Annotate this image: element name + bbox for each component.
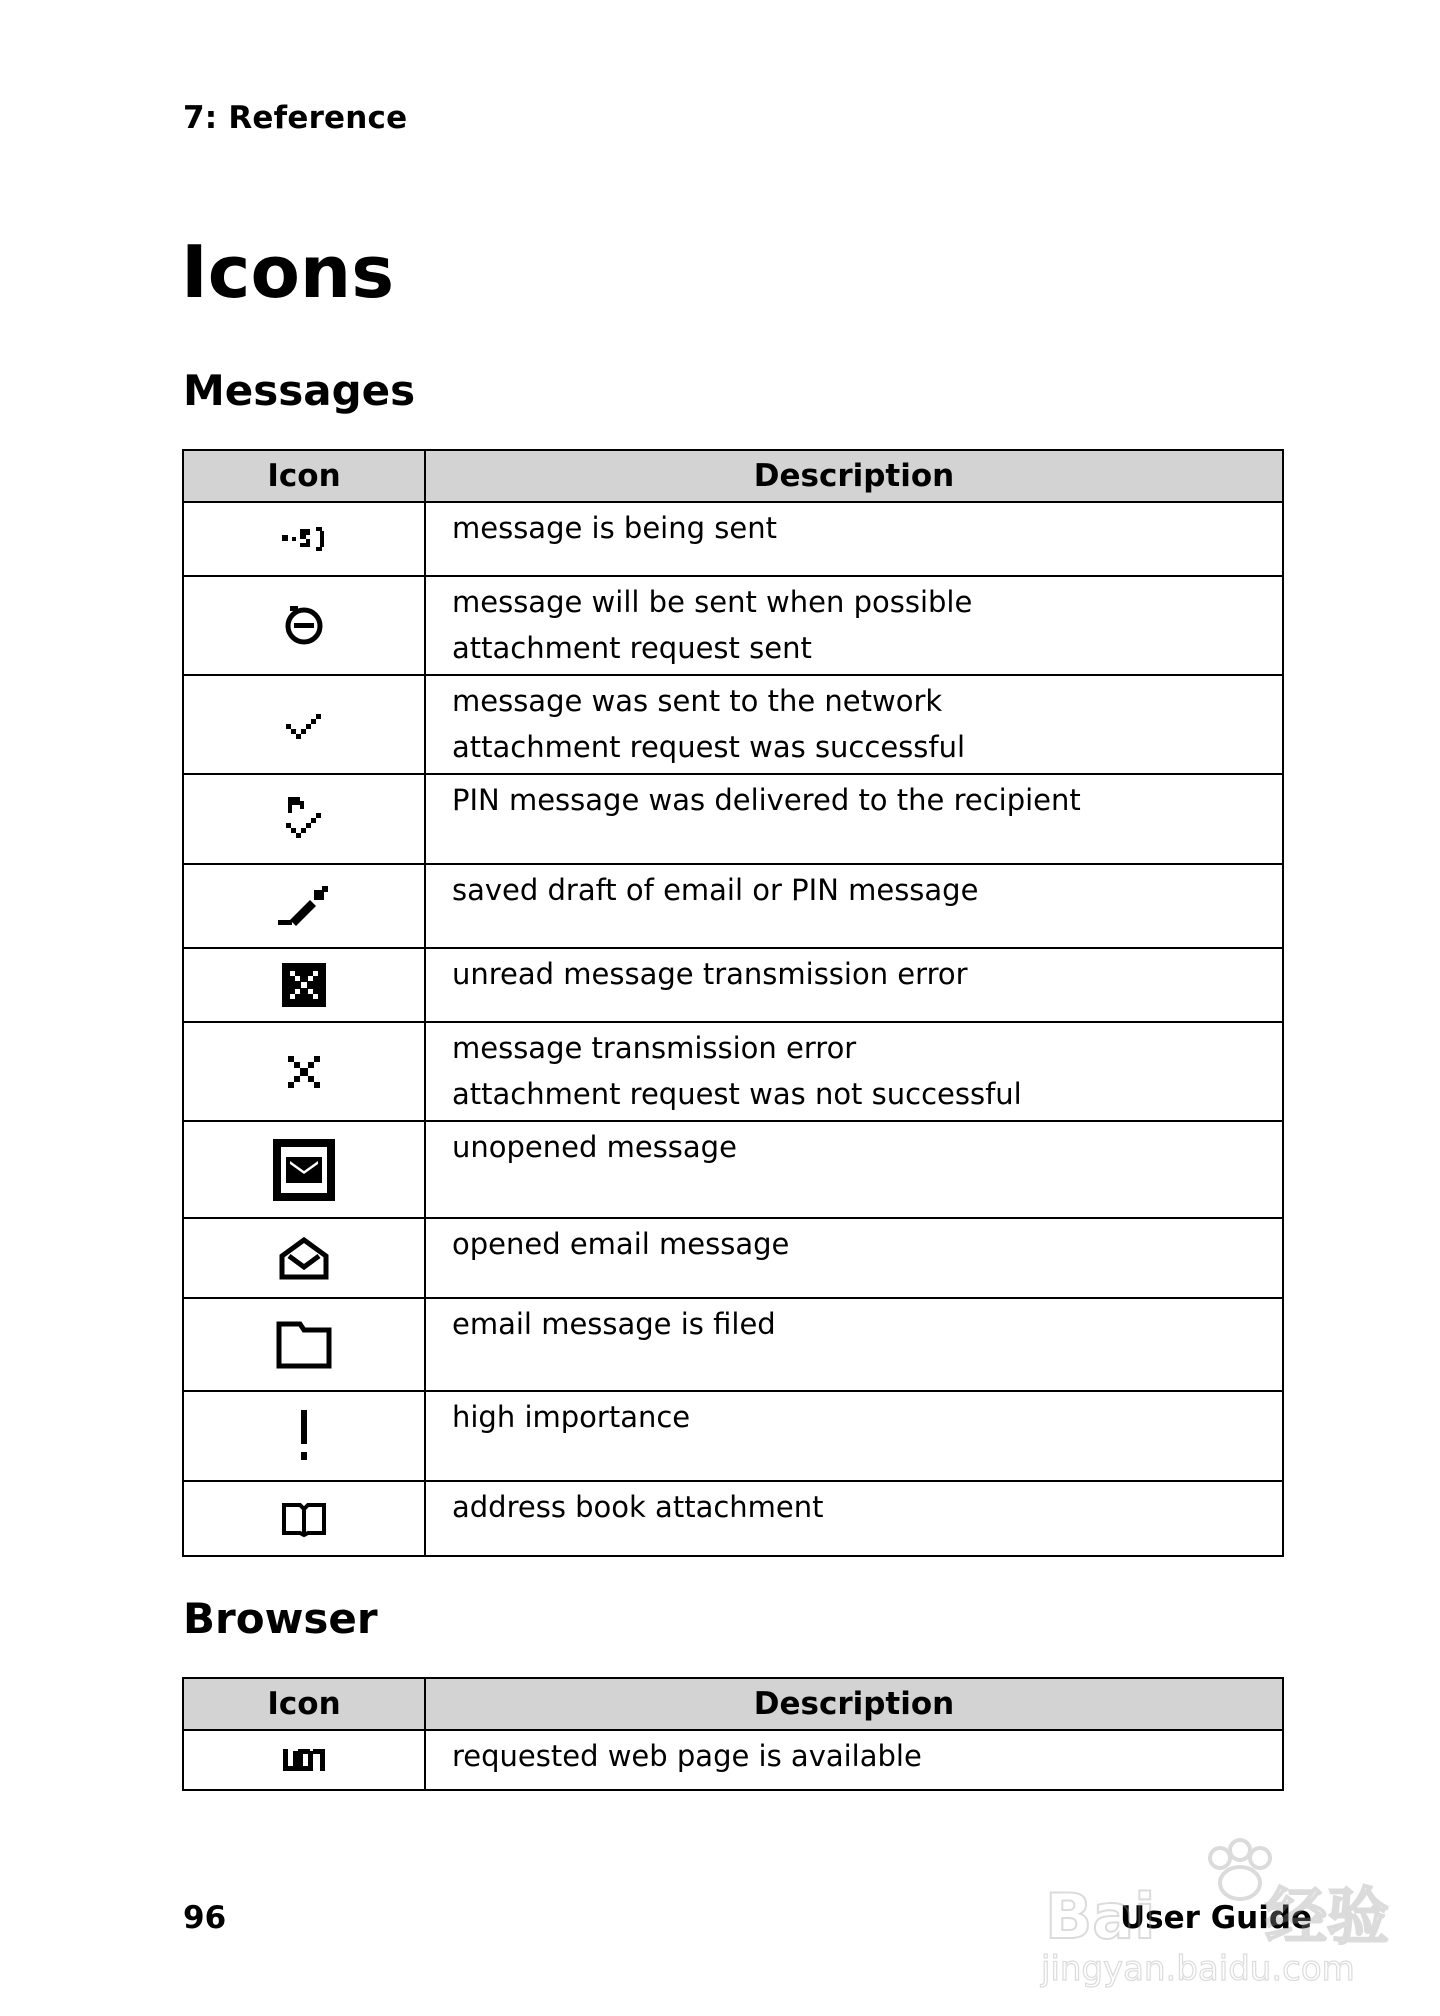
icon-cell bbox=[183, 774, 425, 864]
description-cell bbox=[425, 864, 1283, 948]
column-header-icon: Icon bbox=[183, 450, 425, 502]
table-row bbox=[183, 675, 1283, 774]
column-header-icon: Icon bbox=[183, 1678, 425, 1730]
x-error-icon bbox=[286, 1054, 322, 1090]
table-header-row bbox=[183, 450, 1283, 502]
table-header-row bbox=[183, 1678, 1283, 1730]
messages-icon-table bbox=[182, 449, 1284, 1557]
page-title: Icons bbox=[181, 230, 395, 314]
closed-envelope-icon bbox=[273, 1139, 335, 1201]
description-line: message will be sent when possible bbox=[452, 585, 973, 619]
table-row bbox=[183, 1121, 1283, 1218]
icon-cell bbox=[183, 1121, 425, 1218]
table-row bbox=[183, 1391, 1283, 1481]
table-row bbox=[183, 774, 1283, 864]
description-cell bbox=[425, 576, 1283, 675]
page-number: 96 bbox=[183, 1900, 227, 1936]
description-cell bbox=[425, 948, 1283, 1022]
column-header-description: Description bbox=[425, 1678, 1283, 1730]
table-row bbox=[183, 1218, 1283, 1298]
table-row bbox=[183, 502, 1283, 576]
description-line: opened email message bbox=[452, 1227, 790, 1261]
description-cell bbox=[425, 1481, 1283, 1556]
icon-cell bbox=[183, 1298, 425, 1391]
table-row bbox=[183, 1022, 1283, 1121]
chapter-heading: 7: Reference bbox=[183, 100, 408, 136]
clock-icon bbox=[282, 604, 326, 648]
folder-icon bbox=[276, 1321, 332, 1369]
checkmark-icon bbox=[284, 708, 324, 742]
messages-section-title: Messages bbox=[183, 366, 416, 415]
table-row bbox=[183, 576, 1283, 675]
web-page-icon bbox=[282, 1747, 326, 1773]
icon-cell bbox=[183, 1218, 425, 1298]
description-line: address book attachment bbox=[452, 1490, 824, 1524]
table-row bbox=[183, 1298, 1283, 1391]
description-cell bbox=[425, 1218, 1283, 1298]
description-line: saved draft of email or PIN message bbox=[452, 873, 979, 907]
sending-icon bbox=[280, 521, 328, 557]
icon-cell bbox=[183, 1391, 425, 1481]
description-line: unread message transmission error bbox=[452, 957, 968, 991]
footer-guide-title: User Guide bbox=[1120, 1900, 1313, 1936]
table-row bbox=[183, 1481, 1283, 1556]
pencil-icon bbox=[276, 884, 332, 928]
table-row bbox=[183, 864, 1283, 948]
description-cell bbox=[425, 1730, 1283, 1790]
open-envelope-icon bbox=[279, 1236, 329, 1280]
description-line: message is being sent bbox=[452, 511, 777, 545]
description-cell bbox=[425, 1391, 1283, 1481]
description-line: message transmission error bbox=[452, 1031, 857, 1065]
description-cell bbox=[425, 774, 1283, 864]
description-cell bbox=[425, 502, 1283, 576]
delivered-check-icon bbox=[284, 795, 324, 843]
icon-cell bbox=[183, 948, 425, 1022]
icon-cell bbox=[183, 1481, 425, 1556]
column-header-description: Description bbox=[425, 450, 1283, 502]
browser-icon-table bbox=[182, 1677, 1284, 1791]
watermark-logo bbox=[1035, 1828, 1390, 1989]
description-cell bbox=[425, 1298, 1283, 1391]
table-row bbox=[183, 948, 1283, 1022]
description-line: PIN message was delivered to the recipient bbox=[452, 783, 1081, 817]
description-line: message was sent to the network bbox=[452, 684, 943, 718]
svg-text:经验: 经验 bbox=[1265, 1880, 1390, 1953]
description-cell bbox=[425, 1022, 1283, 1121]
icon-cell bbox=[183, 1022, 425, 1121]
icon-cell bbox=[183, 502, 425, 576]
description-line: attachment request was not successful bbox=[452, 1077, 1022, 1111]
icon-cell bbox=[183, 675, 425, 774]
icon-cell bbox=[183, 1730, 425, 1790]
description-line: requested web page is available bbox=[452, 1739, 922, 1773]
icon-cell bbox=[183, 576, 425, 675]
description-line: attachment request was successful bbox=[452, 730, 966, 764]
description-line: email message is filed bbox=[452, 1307, 776, 1341]
browser-section-title: Browser bbox=[183, 1594, 378, 1643]
table-row bbox=[183, 1730, 1283, 1790]
description-line: unopened message bbox=[452, 1130, 737, 1164]
address-book-icon bbox=[281, 1501, 327, 1537]
unread-error-icon bbox=[282, 963, 326, 1007]
svg-text:Bai: Bai bbox=[1045, 1880, 1156, 1953]
svg-text:jingyan.baidu.com: jingyan.baidu.com bbox=[1041, 1949, 1355, 1989]
description-cell bbox=[425, 675, 1283, 774]
description-line: high importance bbox=[452, 1400, 691, 1434]
exclamation-icon bbox=[297, 1410, 311, 1462]
description-cell bbox=[425, 1121, 1283, 1218]
description-line: attachment request sent bbox=[452, 631, 812, 665]
icon-cell bbox=[183, 864, 425, 948]
